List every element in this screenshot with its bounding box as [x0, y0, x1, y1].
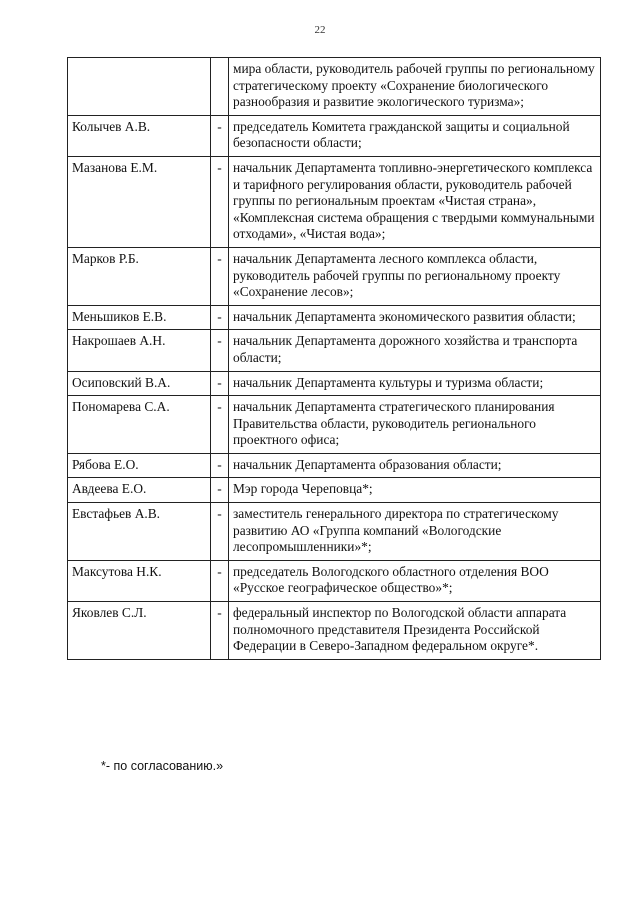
- table-row: [68, 156, 601, 247]
- table-row: [68, 115, 601, 156]
- table-row: [68, 330, 601, 371]
- member-name: Меньшиков Е.В.: [68, 305, 211, 330]
- member-position: начальник Департамента дорожного хозяйства и транспорта области;: [229, 330, 601, 371]
- member-position: заместитель генерального директора по стратегическому развитию АО «Группа компаний «Вологодские лесопромышленники»*;: [229, 503, 601, 561]
- table-row: [68, 371, 601, 396]
- members-table: [67, 57, 601, 660]
- dash-separator: -: [211, 453, 229, 478]
- member-position: председатель Комитета гражданской защиты и социальной безопасности области;: [229, 115, 601, 156]
- member-position: начальник Департамента экономического развития области;: [229, 305, 601, 330]
- dash-separator: -: [211, 396, 229, 454]
- member-position: Мэр города Череповца*;: [229, 478, 601, 503]
- dash-separator: -: [211, 478, 229, 503]
- member-name: [68, 58, 211, 116]
- member-position: начальник Департамента культуры и туризма области;: [229, 371, 601, 396]
- table-row: [68, 503, 601, 561]
- dash-separator: -: [211, 305, 229, 330]
- dash-separator: -: [211, 503, 229, 561]
- member-name: Максутова Н.К.: [68, 560, 211, 601]
- member-position: председатель Вологодского областного отделения ВОО «Русское географическое общество»*;: [229, 560, 601, 601]
- table-row: [68, 396, 601, 454]
- dash-separator: -: [211, 602, 229, 660]
- dash-separator: -: [211, 330, 229, 371]
- member-name: Мазанова Е.М.: [68, 156, 211, 247]
- member-name: Колычев А.В.: [68, 115, 211, 156]
- dash-separator: [211, 58, 229, 116]
- member-name: Яковлев С.Л.: [68, 602, 211, 660]
- member-position: начальник Департамента образования области;: [229, 453, 601, 478]
- table-row: [68, 453, 601, 478]
- member-name: Накрошаев А.Н.: [68, 330, 211, 371]
- member-position: начальник Департамента стратегического планирования Правительства области, руководитель регионального проектного офиса;: [229, 396, 601, 454]
- member-position: федеральный инспектор по Вологодской области аппарата полномочного представителя Президента Российской Федерации в Северо-Западном федеральном округе*.: [229, 602, 601, 660]
- dash-separator: -: [211, 371, 229, 396]
- member-position: начальник Департамента топливно-энергетического комплекса и тарифного регулирования области, руководитель рабочей группы по региональным проектам «Чистая страна», «Комплексная система обращения с твердыми коммунальными отходами», «Чистая вода»;: [229, 156, 601, 247]
- table-row: [68, 478, 601, 503]
- table-row: [68, 305, 601, 330]
- dash-separator: -: [211, 156, 229, 247]
- member-name: Осиповский В.А.: [68, 371, 211, 396]
- member-position: начальник Департамента лесного комплекса области, руководитель рабочей группы по региональному проекту «Сохранение лесов»;: [229, 247, 601, 305]
- table-row: [68, 247, 601, 305]
- member-position: мира области, руководитель рабочей группы по региональному стратегическому проекту «Сохранение биологического разнообразия и развитие экологического туризма»;: [229, 58, 601, 116]
- dash-separator: -: [211, 560, 229, 601]
- member-name: Авдеева Е.О.: [68, 478, 211, 503]
- member-name: Марков Р.Б.: [68, 247, 211, 305]
- table-row: [68, 58, 601, 116]
- member-name: Пономарева С.А.: [68, 396, 211, 454]
- member-name: Рябова Е.О.: [68, 453, 211, 478]
- table-row: [68, 602, 601, 660]
- members-table-body: [68, 58, 601, 660]
- page-number: 22: [314, 24, 326, 36]
- table-row: [68, 560, 601, 601]
- dash-separator: -: [211, 247, 229, 305]
- footnote: *- по согласованию.»: [101, 759, 224, 773]
- member-name: Евстафьев А.В.: [68, 503, 211, 561]
- dash-separator: -: [211, 115, 229, 156]
